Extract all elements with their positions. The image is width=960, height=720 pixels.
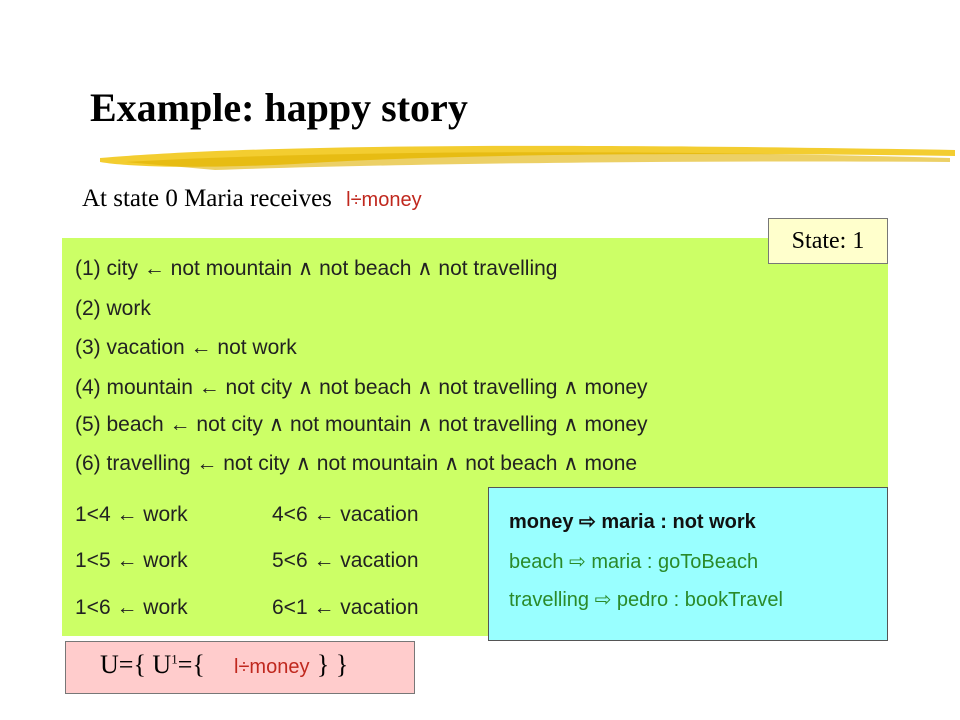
updates-text-after: ={ [177, 650, 205, 679]
updates-text: U={ U [100, 650, 172, 679]
projects-panel [488, 487, 888, 641]
updates-update: l÷money [234, 656, 310, 678]
priority-rule: 1<6 ← work [75, 596, 188, 619]
priority-rule: 5<6 ← vacation [272, 549, 419, 572]
project-rule: travelling ⇨ pedro : bookTravel [509, 589, 783, 611]
updates-superscript: 1 [171, 651, 178, 667]
priority-rule: 1<5 ← work [75, 549, 188, 572]
updates-box [65, 641, 415, 694]
updates-closing: } } [316, 650, 349, 679]
priority-rule: 4<6 ← vacation [272, 503, 419, 526]
intro-line [82, 185, 422, 213]
rule-1: (1) city ← not mountain ∧ not beach ∧ not travelling [75, 257, 558, 280]
state-indicator: State: 1 [768, 218, 888, 264]
title-underline-swoosh [95, 138, 960, 174]
updates-expression [100, 650, 348, 680]
project-rule: beach ⇨ maria : goToBeach [509, 551, 759, 573]
rule-6: (6) travelling ← not city ∧ not mountain ∧ not beach ∧ mone [75, 452, 638, 475]
intro-text: At state 0 Maria receives [82, 185, 332, 212]
rule-3: (3) vacation ← not work [75, 336, 297, 359]
rule-4: (4) mountain ← not city ∧ not beach ∧ not travelling ∧ money [75, 376, 648, 399]
rule-2: (2) work [75, 297, 151, 320]
project-rule: money ⇨ maria : not work [509, 511, 756, 533]
priority-rule: 1<4 ← work [75, 503, 188, 526]
rule-5: (5) beach ← not city ∧ not mountain ∧ not travelling ∧ money [75, 413, 648, 436]
slide-title: Example: happy story [90, 85, 468, 130]
priority-rule: 6<1 ← vacation [272, 596, 419, 619]
intro-update: l÷money [346, 189, 422, 211]
